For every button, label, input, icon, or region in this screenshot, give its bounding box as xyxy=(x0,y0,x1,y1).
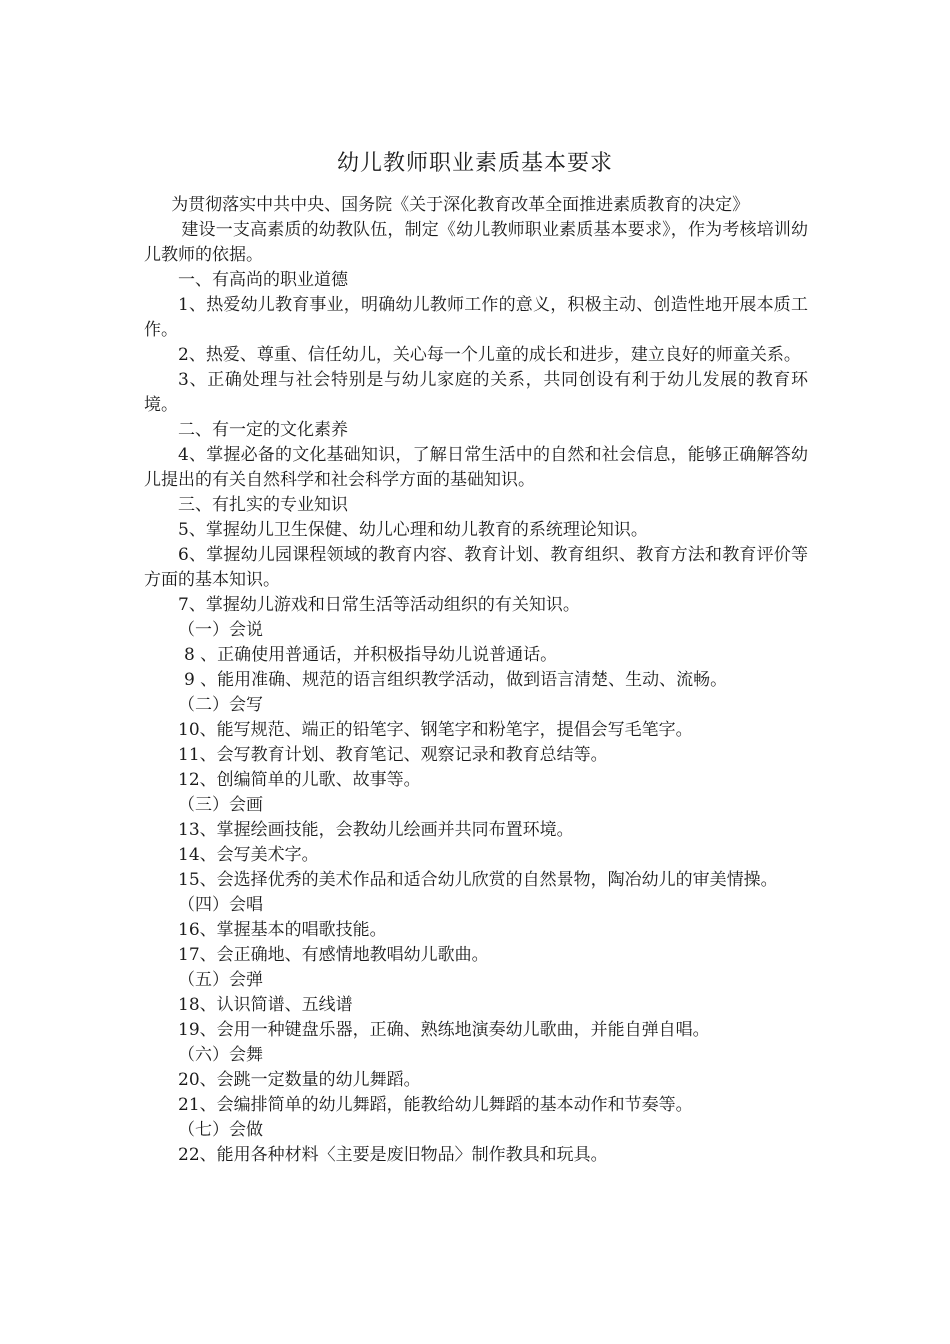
section-heading-culture: 二、有一定的文化素养 xyxy=(178,420,348,440)
paragraph-item-22: 22、能用各种材料〈主要是废旧物品〉制作教具和玩具。 xyxy=(178,1145,608,1165)
paragraph-item-11: 11、会写教育计划、教育笔记、观察记录和教育总结等。 xyxy=(178,745,608,765)
paragraph-item-10: 10、能写规范、端正的铅笔字、钢笔字和粉笔字，提倡会写毛笔字。 xyxy=(178,720,693,740)
paragraph-item-3: 3、正确处理与社会特别是与幼儿家庭的关系，共同创设有利于幼儿发展的教育环境。 xyxy=(144,370,808,415)
paragraph-item-18: 18、认识简谱、五线谱 xyxy=(178,995,353,1015)
subheading-making: （七）会做 xyxy=(178,1120,263,1140)
section-heading-ethics: 一、有高尚的职业道德 xyxy=(178,270,348,290)
paragraph-item-1: 1、热爱幼儿教育事业，明确幼儿教师工作的意义，积极主动、创造性地开展本质工作。 xyxy=(144,295,808,340)
subheading-singing: （四）会唱 xyxy=(178,895,263,915)
paragraph-item-16: 16、掌握基本的唱歌技能。 xyxy=(178,920,387,940)
paragraph-intro-1: 为贯彻落实中共中央、国务院《关于深化教育改革全面推进素质教育的决定》 xyxy=(171,195,750,215)
paragraph-item-12: 12、创编简单的儿歌、故事等。 xyxy=(178,770,421,790)
subheading-playing: （五）会弹 xyxy=(178,970,263,990)
paragraph-item-20: 20、会跳一定数量的幼儿舞蹈。 xyxy=(178,1070,421,1090)
subheading-drawing: （三）会画 xyxy=(178,795,263,815)
paragraph-item-8: 8 、正确使用普通话，并积极指导幼儿说普通话。 xyxy=(183,645,558,665)
paragraph-item-17: 17、会正确地、有感情地教唱幼儿歌曲。 xyxy=(178,945,489,965)
paragraph-item-5: 5、掌握幼儿卫生保健、幼儿心理和幼儿教育的系统理论知识。 xyxy=(178,520,648,540)
paragraph-item-15: 15、会选择优秀的美术作品和适合幼儿欣赏的自然景物，陶冶幼儿的审美情操。 xyxy=(178,870,778,890)
paragraph-item-7: 7、掌握幼儿游戏和日常生活等活动组织的有关知识。 xyxy=(178,595,580,615)
paragraph-item-13: 13、掌握绘画技能，会教幼儿绘画并共同布置环境。 xyxy=(178,820,574,840)
subheading-writing: （二）会写 xyxy=(178,695,263,715)
paragraph-item-19: 19、会用一种键盘乐器，正确、熟练地演奏幼儿歌曲，并能自弹自唱。 xyxy=(178,1020,710,1040)
subheading-dancing: （六）会舞 xyxy=(178,1045,263,1065)
paragraph-item-14: 14、会写美术字。 xyxy=(178,845,319,865)
paragraph-item-6: 6、掌握幼儿园课程领域的教育内容、教育计划、教育组织、教育方法和教育评价等方面的基本知识。 xyxy=(144,545,808,590)
paragraph-intro-2: 建设一支高素质的幼教队伍，制定《幼儿教师职业素质基本要求》，作为考核培训幼儿教师的依据。 xyxy=(144,220,808,265)
subheading-speaking: （一）会说 xyxy=(178,620,263,640)
document-body xyxy=(144,193,808,1168)
section-heading-knowledge: 三、有扎实的专业知识 xyxy=(178,495,348,515)
paragraph-item-4: 4、掌握必备的文化基础知识，了解日常生活中的自然和社会信息，能够正确解答幼儿提出的有关自然科学和社会科学方面的基础知识。 xyxy=(144,445,808,490)
paragraph-item-9: 9 、能用准确、规范的语言组织教学活动，做到语言清楚、生动、流畅。 xyxy=(183,670,728,690)
document-title: 幼儿教师职业素质基本要求 xyxy=(336,151,613,176)
paragraph-item-21: 21、会编排简单的幼儿舞蹈，能教给幼儿舞蹈的基本动作和节奏等。 xyxy=(178,1095,693,1115)
paragraph-item-2: 2、热爱、尊重、信任幼儿，关心每一个儿童的成长和进步，建立良好的师童关系。 xyxy=(178,345,801,365)
